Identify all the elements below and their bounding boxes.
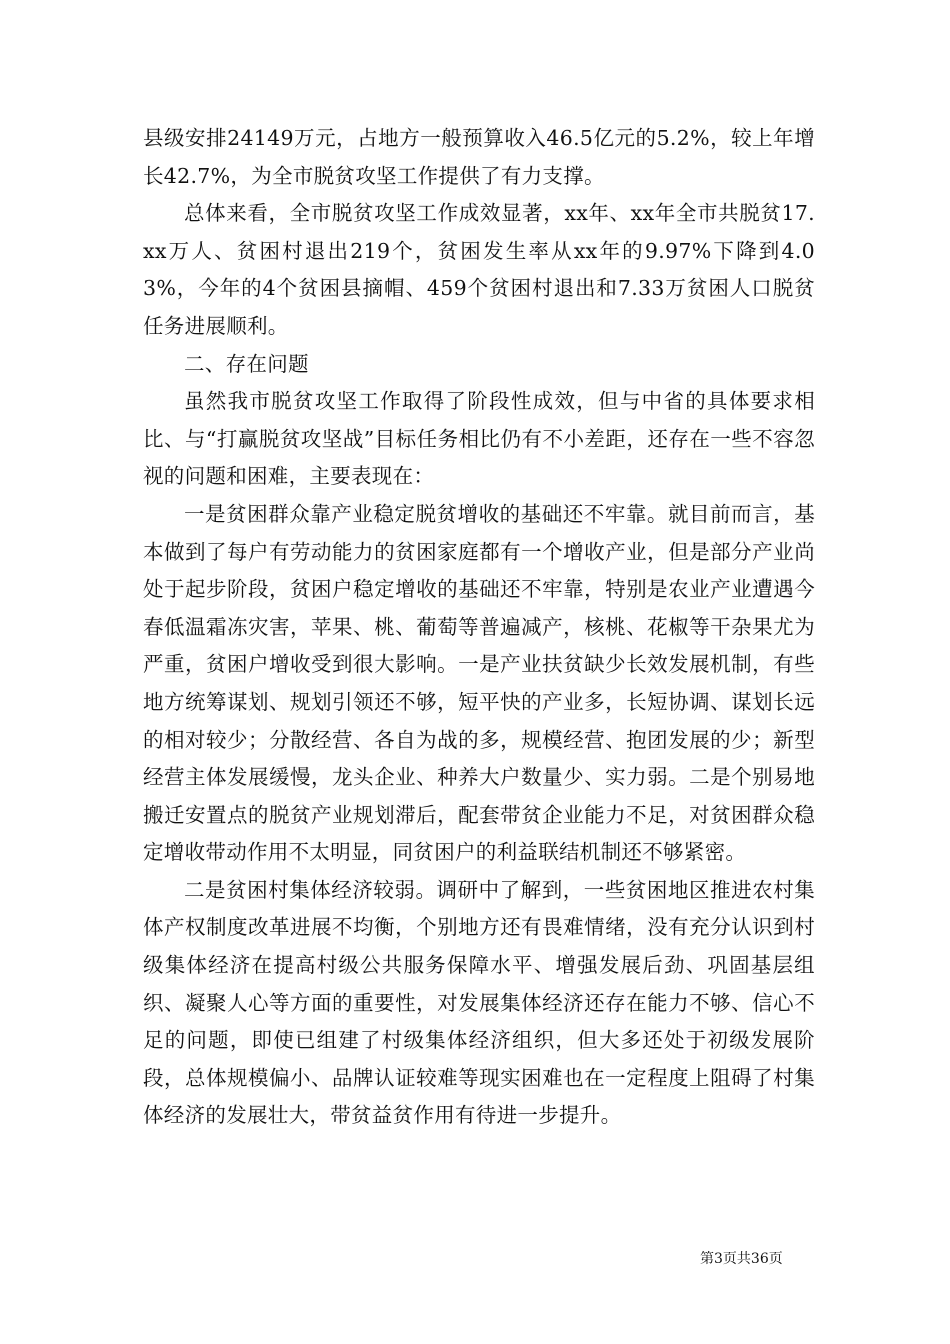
paragraph-overall-summary: 总体来看，全市脱贫攻坚工作成效显著，xx年、xx年全市共脱贫17.xx万人、贫困村退出219个，贫困发生率从xx年的9.97%下降到4.03%，今年的4个贫困县摘帽、459个贫困村退出和7.33万贫困人口脱贫任务进展顺利。 (143, 201, 815, 338)
paragraph-problem-two-collective-economy: 二是贫困村集体经济较弱。调研中了解到，一些贫困地区推进农村集体产权制度改革进展不均衡，个别地方还有畏难情绪，没有充分认识到村级集体经济在提高村级公共服务保障水平、增强发展后劲、巩固基层组织、凝聚人心等方面的重要性，对发展集体经济还存在能力不够、信心不足的问题，即使已组建了村级集体经济组织，但大多还处于初级发展阶段，总体规模偏小、品牌认证较难等现实困难也在一定程度上阻碍了村集体经济的发展壮大，带贫益贫作用有待进一步提升。 (143, 877, 815, 1128)
paragraph-problem-one-industry: 一是贫困群众靠产业稳定脱贫增收的基础还不牢靠。就目前而言，基本做到了每户有劳动能力的贫困家庭都有一个增收产业，但是部分产业尚处于起步阶段，贫困户稳定增收的基础还不牢靠，特别是农业产业遭遇今春低温霜冻灾害，苹果、桃、葡萄等普遍减产，核桃、花椒等干杂果尤为严重，贫困户增收受到很大影响。一是产业扶贫缺少长效发展机制，有些地方统筹谋划、规划引领还不够，短平快的产业多，长短协调、谋划长远的相对较少；分散经营、各自为战的多，规模经营、抱团发展的少；新型经营主体发展缓慢，龙头企业、种养大户数量少、实力弱。二是个别易地搬迁安置点的脱贫产业规划滞后，配套带贫企业能力不足，对贫困群众稳定增收带动作用不太明显，同贫困户的利益联结机制还不够紧密。 (143, 501, 815, 865)
section-heading-existing-problems: 二、存在问题 (184, 351, 309, 376)
paragraph-problems-intro: 虽然我市脱贫攻坚工作取得了阶段性成效，但与中省的具体要求相比、与“打赢脱贫攻坚战”目标任务相比仍有不小差距，还存在一些不容忽视的问题和困难，主要表现在： (143, 389, 815, 489)
page-number-footer: 第3页共36页 (700, 1251, 783, 1267)
paragraph-funding-continuation: 县级安排24149万元，占地方一般预算收入46.5亿元的5.2%，较上年增长42.7%，为全市脱贫攻坚工作提供了有力支撑。 (143, 126, 815, 188)
document-body (143, 120, 815, 1135)
